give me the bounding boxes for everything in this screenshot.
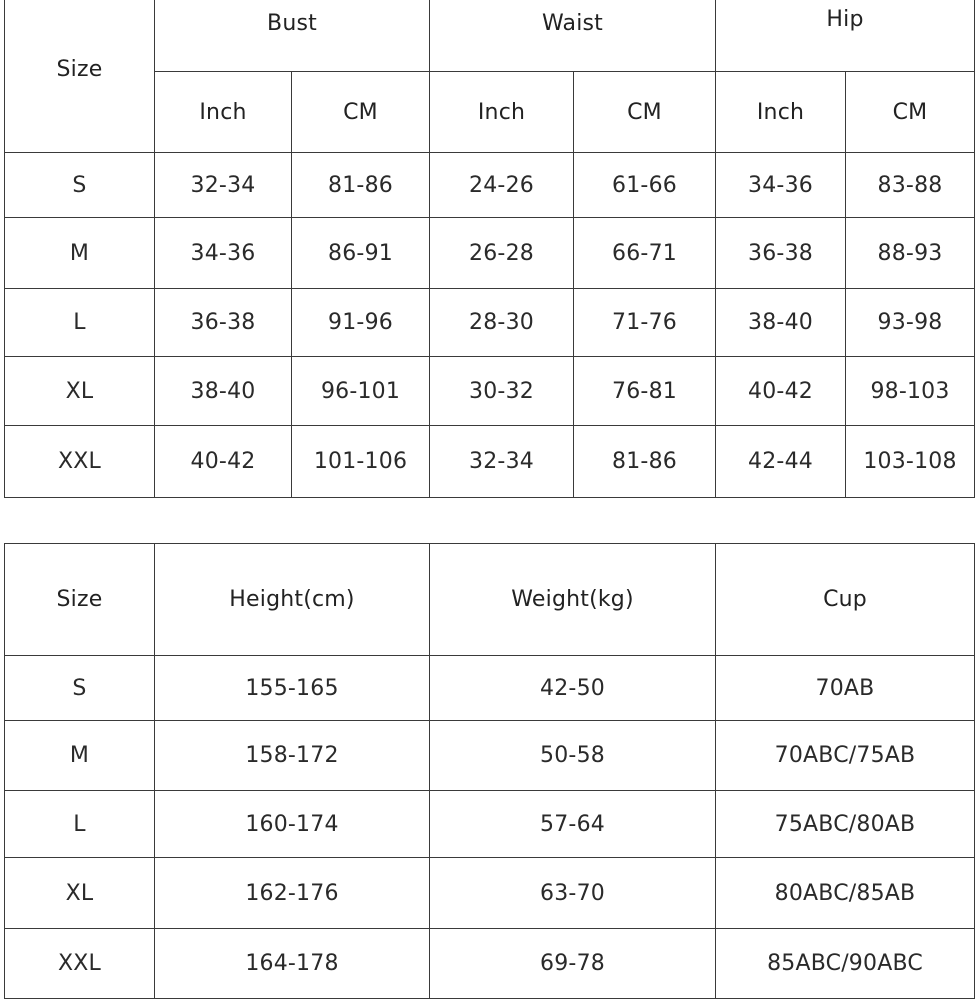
hip-header: Hip	[716, 0, 975, 72]
waist-inch-cell: 24-26	[430, 153, 574, 218]
bust-cm-cell: 91-96	[292, 289, 430, 357]
bust-inch-cell: 40-42	[155, 426, 292, 498]
cup-cell: 70ABC/75AB	[716, 721, 975, 791]
size-cell: XL	[5, 357, 155, 426]
height-cell: 155-165	[155, 656, 430, 721]
height-cell: 158-172	[155, 721, 430, 791]
bust-inch-cell: 36-38	[155, 289, 292, 357]
height-cell: 164-178	[155, 929, 430, 999]
bust-cm-cell: 96-101	[292, 357, 430, 426]
size-cell: XXL	[5, 929, 155, 999]
size-cell: M	[5, 721, 155, 791]
group-header-row	[5, 0, 975, 72]
waist-cm-cell: 81-86	[574, 426, 716, 498]
hip-inch-cell: 36-38	[716, 218, 846, 289]
bust-cm-cell: 81-86	[292, 153, 430, 218]
table-row	[5, 721, 975, 791]
hip-cm-header: CM	[846, 72, 975, 153]
bust-cm-cell: 86-91	[292, 218, 430, 289]
height-cell: 160-174	[155, 791, 430, 858]
cup-header: Cup	[716, 544, 975, 656]
weight-cell: 42-50	[430, 656, 716, 721]
waist-inch-cell: 26-28	[430, 218, 574, 289]
size-cell: XXL	[5, 426, 155, 498]
hip-inch-cell: 40-42	[716, 357, 846, 426]
cup-cell: 80ABC/85AB	[716, 858, 975, 929]
table-row	[5, 218, 975, 289]
table-row	[5, 289, 975, 357]
size-header: Size	[5, 0, 155, 153]
weight-cell: 69-78	[430, 929, 716, 999]
cup-cell: 70AB	[716, 656, 975, 721]
bust-inch-cell: 34-36	[155, 218, 292, 289]
waist-inch-header: Inch	[430, 72, 574, 153]
bust-inch-cell: 38-40	[155, 357, 292, 426]
size-cell: L	[5, 289, 155, 357]
cup-cell: 85ABC/90ABC	[716, 929, 975, 999]
bust-header: Bust	[155, 0, 430, 72]
size-header: Size	[5, 544, 155, 656]
table-row	[5, 858, 975, 929]
size-cell: S	[5, 656, 155, 721]
height-header: Height(cm)	[155, 544, 430, 656]
hip-inch-cell: 38-40	[716, 289, 846, 357]
waist-cm-cell: 71-76	[574, 289, 716, 357]
hip-cm-cell: 103-108	[846, 426, 975, 498]
size-cell: S	[5, 153, 155, 218]
bust-cm-cell: 101-106	[292, 426, 430, 498]
size-cell: L	[5, 791, 155, 858]
bust-inch-cell: 32-34	[155, 153, 292, 218]
waist-cm-header: CM	[574, 72, 716, 153]
waist-cm-cell: 61-66	[574, 153, 716, 218]
waist-header: Waist	[430, 0, 716, 72]
weight-cell: 57-64	[430, 791, 716, 858]
weight-cell: 63-70	[430, 858, 716, 929]
fit-table	[4, 543, 975, 999]
table-row	[5, 791, 975, 858]
table-row	[5, 357, 975, 426]
measurements-table	[4, 0, 975, 498]
table-row	[5, 929, 975, 999]
hip-inch-header: Inch	[716, 72, 846, 153]
hip-inch-cell: 34-36	[716, 153, 846, 218]
table-row	[5, 656, 975, 721]
hip-cm-cell: 98-103	[846, 357, 975, 426]
hip-cm-cell: 88-93	[846, 218, 975, 289]
waist-cm-cell: 66-71	[574, 218, 716, 289]
header-row	[5, 544, 975, 656]
hip-inch-cell: 42-44	[716, 426, 846, 498]
bust-cm-header: CM	[292, 72, 430, 153]
bust-inch-header: Inch	[155, 72, 292, 153]
size-cell: M	[5, 218, 155, 289]
hip-cm-cell: 83-88	[846, 153, 975, 218]
waist-inch-cell: 28-30	[430, 289, 574, 357]
height-cell: 162-176	[155, 858, 430, 929]
cup-cell: 75ABC/80AB	[716, 791, 975, 858]
weight-cell: 50-58	[430, 721, 716, 791]
size-cell: XL	[5, 858, 155, 929]
weight-header: Weight(kg)	[430, 544, 716, 656]
waist-cm-cell: 76-81	[574, 357, 716, 426]
waist-inch-cell: 30-32	[430, 357, 574, 426]
table-row	[5, 153, 975, 218]
hip-cm-cell: 93-98	[846, 289, 975, 357]
waist-inch-cell: 32-34	[430, 426, 574, 498]
table-row	[5, 426, 975, 498]
